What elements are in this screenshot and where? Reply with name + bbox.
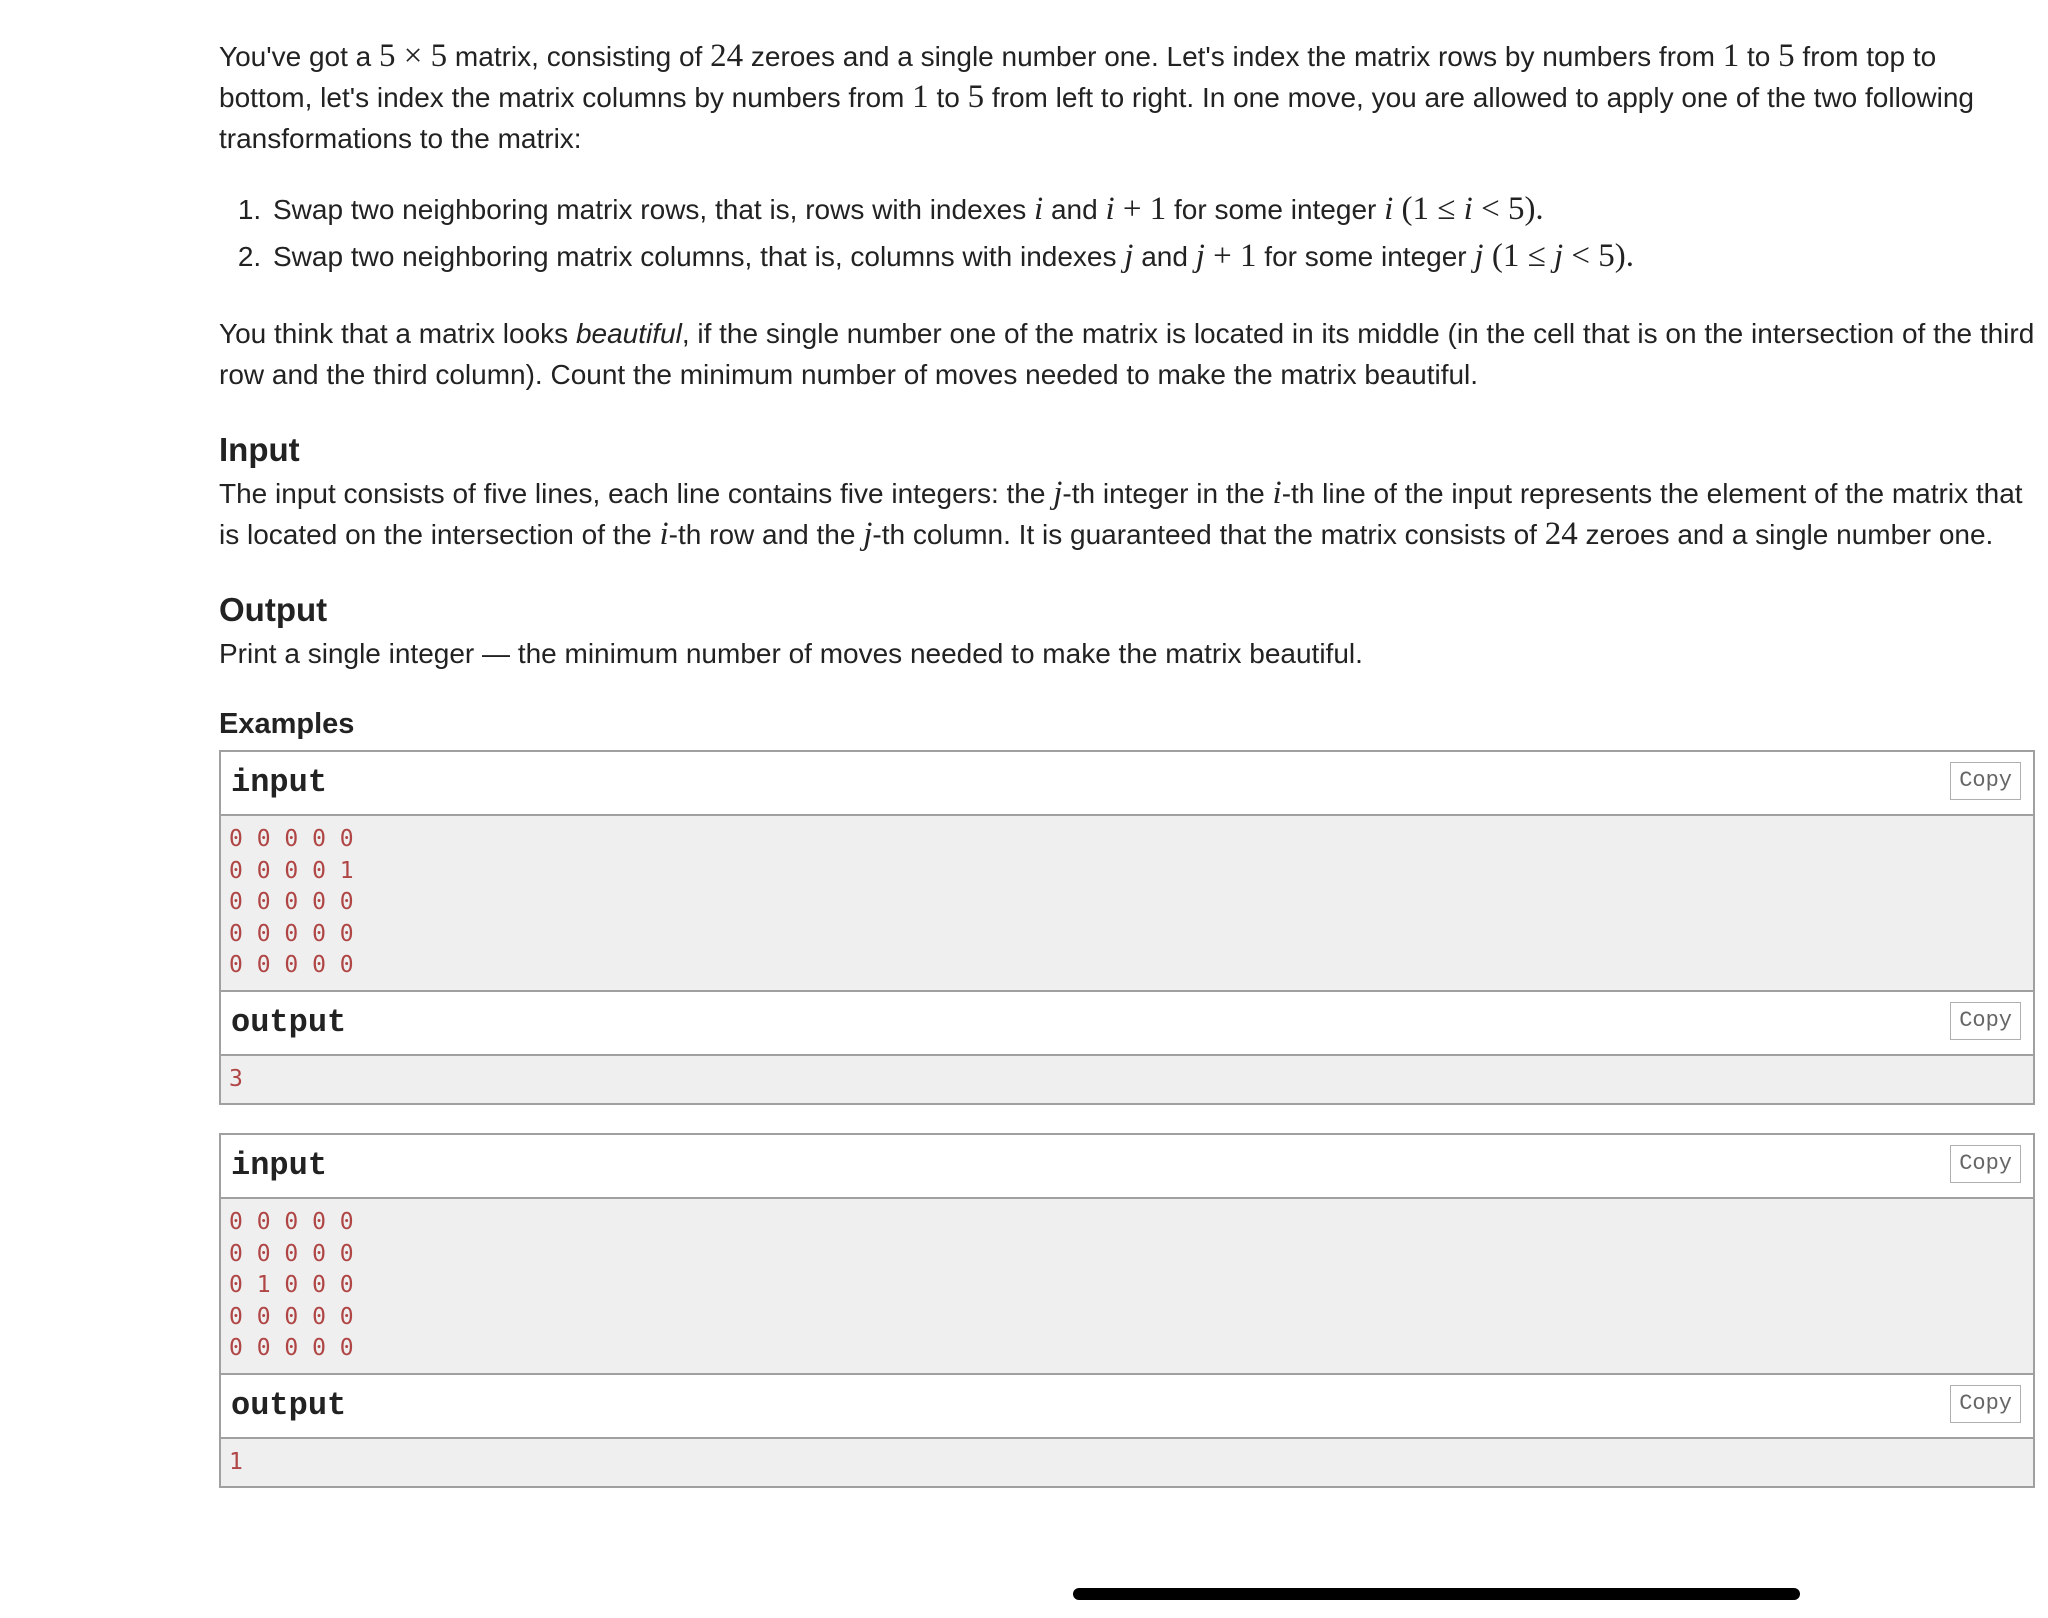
output-label: output bbox=[231, 1386, 347, 1424]
math-var: i bbox=[1034, 191, 1044, 227]
math-var: j bbox=[863, 516, 873, 552]
text: You've got a bbox=[219, 41, 380, 72]
text: -th column. It is guaranteed that the matrix consists of bbox=[872, 519, 1545, 550]
input-label: input bbox=[231, 764, 328, 801]
text: Swap two neighboring matrix columns, that is, columns with indexes bbox=[273, 241, 1125, 272]
example-input-content: 0 0 0 0 0 0 0 0 0 0 0 1 0 0 0 0 0 0 0 0 0 0 0 0 0 bbox=[221, 1199, 2033, 1373]
output-label: output bbox=[231, 1003, 347, 1041]
math-var: j bbox=[1053, 475, 1063, 511]
output-section-text: Print a single integer — the minimum number of moves needed to make the matrix beautiful. bbox=[219, 638, 1363, 669]
math: 1 bbox=[912, 79, 929, 115]
copy-button[interactable]: Copy bbox=[1950, 1385, 2021, 1423]
example-output-content: 3 bbox=[221, 1056, 2033, 1104]
input-section-title: Input bbox=[219, 431, 300, 468]
examples-title: Examples bbox=[219, 708, 355, 740]
text: The input consists of five lines, each line contains five integers: the bbox=[219, 478, 1054, 509]
text: , if the single number one of the matrix is located in its middle (in the cell that is on the intersection of the third row and the third column). Count the minimum number of moves needed to make the matrix beautiful. bbox=[219, 318, 2035, 390]
math-var: i bbox=[659, 516, 669, 552]
example-2 bbox=[219, 1133, 2035, 1488]
math-var: j bbox=[1124, 238, 1134, 274]
text: from top to bottom, let's index the matrix columns by numbers from bbox=[219, 41, 1937, 113]
example-output-header bbox=[221, 990, 2033, 1056]
input-section-text bbox=[219, 473, 2037, 555]
math-var: i bbox=[1463, 191, 1473, 227]
math-var: j bbox=[1195, 238, 1205, 274]
math-var: j bbox=[1553, 238, 1564, 274]
example-input-content: 0 0 0 0 0 0 0 0 0 1 0 0 0 0 0 0 0 0 0 0 0 0 0 0 0 bbox=[221, 816, 2033, 990]
text: to bbox=[928, 82, 968, 113]
statement-paragraph-1 bbox=[219, 36, 2037, 159]
list-item bbox=[269, 236, 2037, 277]
text: -th line of the input represents the element of the matrix that is located on the intersection of the bbox=[219, 478, 2023, 550]
home-indicator[interactable] bbox=[1073, 1588, 1800, 1600]
copy-button[interactable]: Copy bbox=[1950, 762, 2021, 800]
transformations-list bbox=[219, 189, 2037, 277]
example-output-header bbox=[221, 1373, 2033, 1439]
example-input-header bbox=[221, 1135, 2033, 1199]
math: 24 bbox=[1544, 516, 1578, 552]
math-var: i bbox=[1272, 475, 1282, 511]
example-input-header bbox=[221, 752, 2033, 816]
copy-button[interactable]: Copy bbox=[1950, 1145, 2021, 1183]
math: 5 bbox=[967, 79, 985, 115]
example-1 bbox=[219, 750, 2035, 1105]
text: and bbox=[1133, 241, 1196, 272]
math: (1 ≤ bbox=[1393, 191, 1464, 227]
text: to bbox=[1739, 41, 1779, 72]
math: 5 bbox=[1778, 38, 1795, 74]
math: + 1 bbox=[1114, 191, 1167, 227]
output-section-title: Output bbox=[219, 591, 328, 628]
math: < 5). bbox=[1472, 191, 1544, 227]
math: 1 bbox=[1722, 38, 1740, 74]
problem-statement bbox=[219, 36, 2037, 1516]
copy-button[interactable]: Copy bbox=[1950, 1002, 2021, 1040]
math-var: j bbox=[1474, 238, 1484, 274]
text: for some integer bbox=[1166, 194, 1385, 225]
text: matrix, consisting of bbox=[447, 41, 711, 72]
text: Swap two neighboring matrix rows, that is, rows with indexes bbox=[273, 194, 1034, 225]
text: You think that a matrix looks bbox=[219, 318, 576, 349]
text: and bbox=[1043, 194, 1106, 225]
text: -th integer in the bbox=[1062, 478, 1273, 509]
math: 5 × 5 bbox=[379, 38, 448, 74]
text: zeroes and a single number one. Let's index the matrix rows by numbers from bbox=[743, 41, 1723, 72]
text: -th row and the bbox=[668, 519, 864, 550]
math: + 1 bbox=[1204, 238, 1257, 274]
example-output-content: 1 bbox=[221, 1439, 2033, 1487]
text: zeroes and a single number one. bbox=[1577, 519, 1994, 550]
text: for some integer bbox=[1256, 241, 1475, 272]
math-var: i bbox=[1384, 191, 1394, 227]
list-item bbox=[269, 189, 2037, 230]
emphasis: beautiful bbox=[575, 318, 682, 349]
input-label: input bbox=[231, 1147, 328, 1184]
math-var: i bbox=[1105, 191, 1115, 227]
math: (1 ≤ bbox=[1483, 238, 1554, 274]
math: < 5). bbox=[1563, 238, 1634, 274]
text: from left to right. In one move, you are allowed to apply one of the two following transformations to the matrix: bbox=[219, 82, 1974, 154]
statement-paragraph-2 bbox=[219, 313, 2037, 395]
math: 24 bbox=[710, 38, 744, 74]
